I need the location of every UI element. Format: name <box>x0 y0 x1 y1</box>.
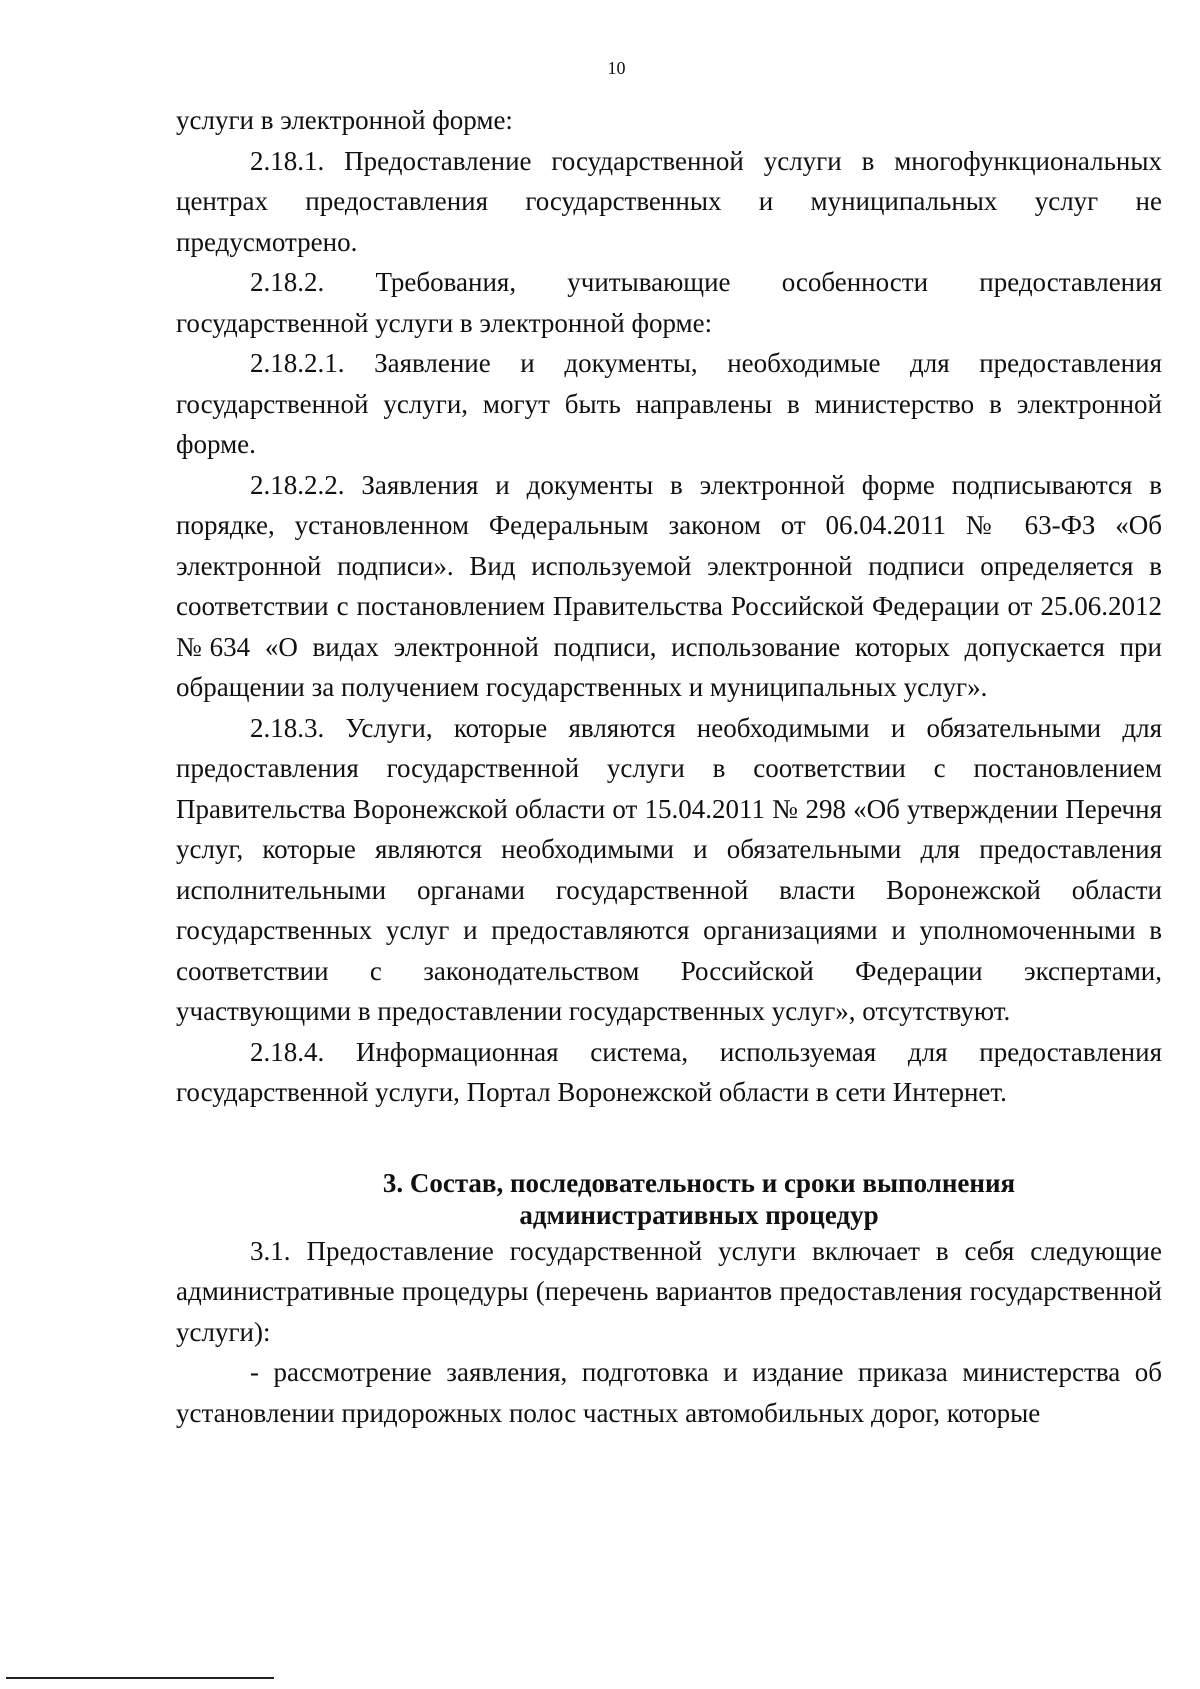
document-body <box>176 100 1162 1433</box>
section-heading <box>176 1167 1162 1231</box>
footer-divider <box>6 1677 274 1679</box>
paragraph-2-18-3: 2.18.3. Услуги, которые являются необходимыми и обязательными для предоставления государственной услуги в соответствии с постановлением Правительства Воронежской области от 15.04.2011 № 298 «Об утверждении Перечня услуг, которые являются необходимыми и обязательными для предоставления исполнительными органами государственной власти Воронежской области государственных услуг и предоставляются организациями и уполномоченными в соответствии с законодательством Российской Федерации экспертами, участвующими в предоставлении государственных услуг», отсутствуют. <box>176 712 1162 1026</box>
page-number: 10 <box>607 58 626 78</box>
paragraph-2-18-4: 2.18.4. Информационная система, используемая для предоставления государственной услуги, Портал Воронежской области в сети Интернет. <box>176 1036 1162 1107</box>
paragraph-2-18-2-2: 2.18.2.2. Заявления и документы в электронной форме подписываются в порядке, установленном Федеральным законом от 06.04.2011 № 63-ФЗ «Об электронной подписи». Вид используемой электронной подписи определяется в соответствии с постановлением Правительства Российской Федерации от 25.06.2012 №634 «О видах электронной подписи, использование которых допускается при обращении за получением государственных и муниципальных услуг». <box>176 469 1162 702</box>
section-heading-line-1: 3. Состав, последовательность и сроки выполнения <box>382 1167 1016 1198</box>
paragraph-2-18-2-1: 2.18.2.1. Заявление и документы, необходимые для предоставления государственной услуги, могут быть направлены в министерство в электронной форме. <box>176 348 1162 459</box>
paragraph-2-18-1: 2.18.1. Предоставление государственной услуги в многофункциональных центрах предоставления государственных и муниципальных услуг не предусмотрено. <box>176 145 1162 257</box>
paragraph-procedure-item: - рассмотрение заявления, подготовка и издание приказа министерства об установлении придорожных полос частных автомобильных дорог, которые <box>176 1357 1162 1428</box>
section-heading-line-2: административных процедур <box>519 1199 879 1230</box>
paragraph-2-18-2: 2.18.2. Требования, учитывающие особенности предоставления государственной услуги в электронной форме: <box>176 267 1162 338</box>
paragraph-continuation: услуги в электронной форме: <box>176 105 513 135</box>
paragraph-3-1: 3.1. Предоставление государственной услуги включает в себя следующие административные процедуры (перечень вариантов предоставления государственной услуги): <box>176 1235 1162 1347</box>
